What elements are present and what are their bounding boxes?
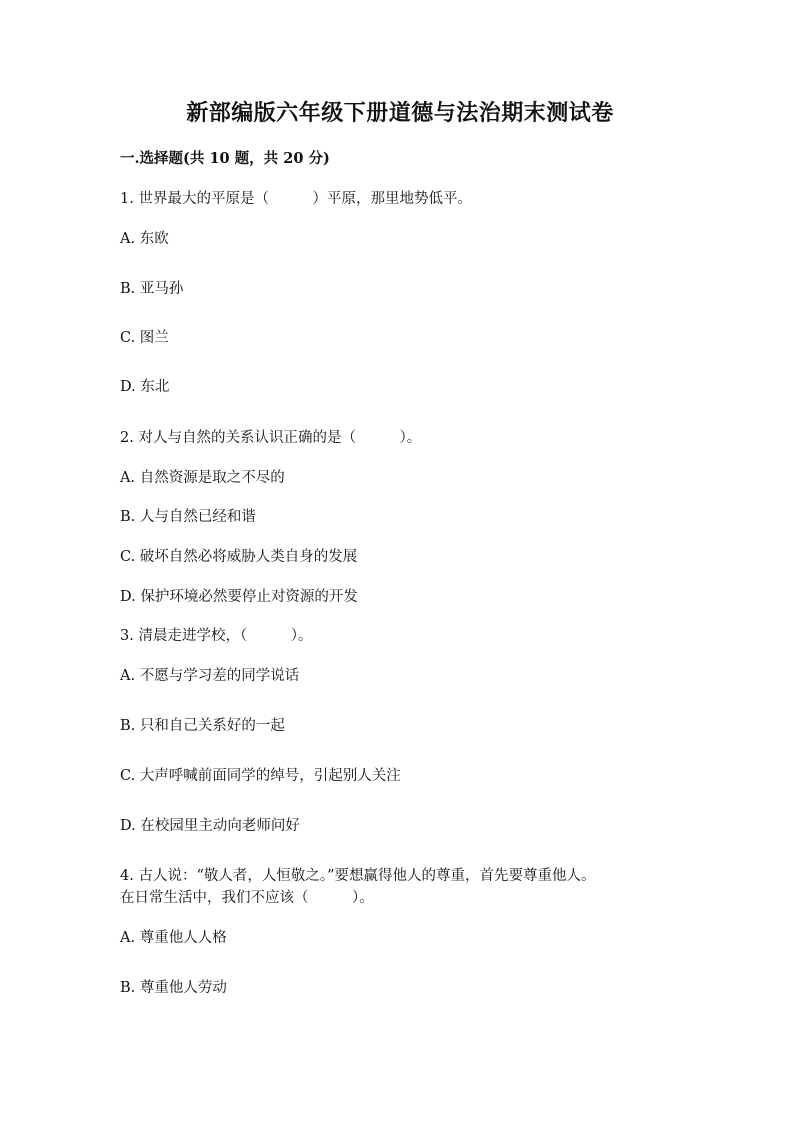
question-3-stem: 3. 清晨走进学校，（ ）。 [120,628,313,644]
question-1-option-b: B. 亚马孙 [120,281,184,297]
question-4-stem-line-1: 4. 古人说：“敬人者，人恒敬之。”要想赢得他人的尊重，首先要尊重他人。 [120,868,596,884]
question-3-option-a: A. 不愿与学习差的同学说话 [120,668,300,684]
question-1-stem: 1. 世界最大的平原是（ ）平原，那里地势低平。 [120,191,472,207]
question-4-option-b: B. 尊重他人劳动 [120,980,227,996]
section-heading: 一.选择题(共 10 题，共 20 分) [120,150,330,167]
question-3-option-d: D. 在校园里主动向老师问好 [120,818,300,834]
question-1-option-a: A. 东欧 [120,231,169,247]
exam-title: 新部编版六年级下册道德与法治期末测试卷 [186,100,614,126]
question-3-option-b: B. 只和自己关系好的一起 [120,718,285,734]
question-2-option-c: C. 破坏自然必将威胁人类自身的发展 [120,549,358,565]
question-4-option-a: A. 尊重他人人格 [120,930,227,946]
question-1-option-c: C. 图兰 [120,330,169,346]
question-2-stem: 2. 对人与自然的关系认识正确的是（ ）。 [120,430,422,446]
question-2-option-b: B. 人与自然已经和谐 [120,509,256,525]
question-2-option-a: A. 自然资源是取之不尽的 [120,470,285,486]
question-2-option-d: D. 保护环境必然要停止对资源的开发 [120,589,358,605]
question-4-stem-line-2: 在日常生活中，我们不应该（ ）。 [120,890,374,906]
question-1-option-d: D. 东北 [120,379,170,395]
question-3-option-c: C. 大声呼喊前面同学的绰号，引起别人关注 [120,768,401,784]
